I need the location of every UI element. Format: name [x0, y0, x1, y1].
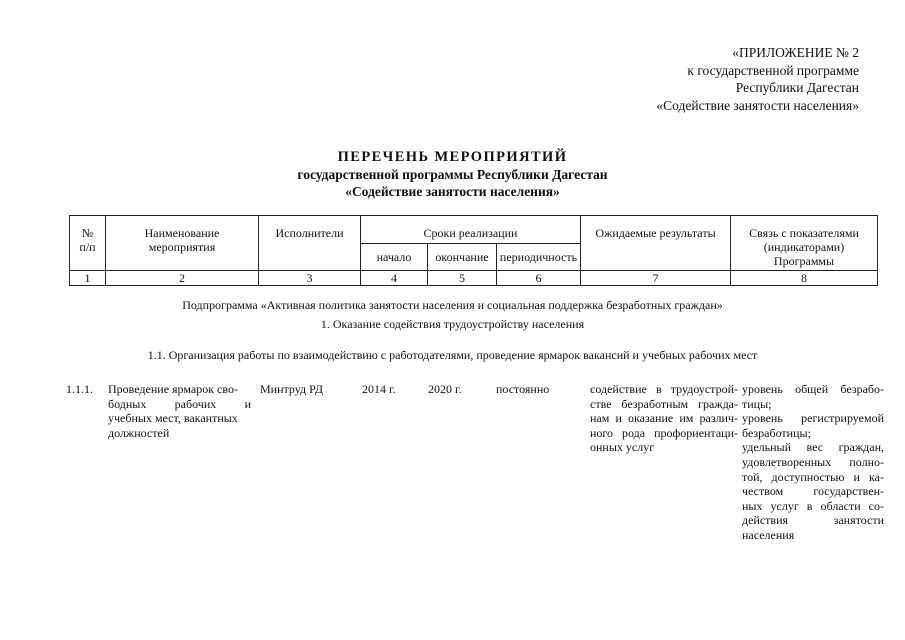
row-end: 2020 г.: [428, 382, 462, 396]
row-start: 2014 г.: [362, 382, 396, 396]
column-number: 7: [581, 271, 731, 286]
header-executors: Исполнители: [259, 216, 361, 271]
row-indicators: уровень общей безрабо- тицы; уровень регистрируемой безработицы; удельный вес граждан, удовлетворенных полно- той, доступностью и ка- чеством государствен- ных услуг в области со- действия занятости населения: [742, 382, 884, 542]
header-results: Ожидаемые результаты: [581, 216, 731, 271]
column-number: 6: [497, 271, 581, 286]
header-periodicity: периодичность: [497, 244, 581, 271]
header-indicators: Связь с показателями (индикаторами) Программы: [731, 216, 878, 271]
header-terms: Сроки реализации: [361, 216, 581, 244]
title-sub: государственной программы Республики Дагестан: [297, 167, 608, 182]
title-main: ПЕРЕЧЕНЬ МЕРОПРИЯТИЙ: [337, 149, 568, 165]
row-periodicity: постоянно: [496, 382, 550, 396]
appendix-line: к государственной программе: [687, 62, 859, 78]
section-heading: 1. Оказание содействия трудоустройству населения: [320, 317, 585, 331]
title-sub: «Содействие занятости населения»: [345, 184, 560, 199]
appendix-line: «ПРИЛОЖЕНИЕ № 2: [732, 45, 859, 60]
subprogram-heading: Подпрограмма «Активная политика занятости населения и социальная поддержка безработных граждан»: [182, 298, 723, 312]
subsection-heading: 1.1. Организация работы по взаимодействию с работодателями, проведение ярмарок вакансий и учебных рабочих мест: [147, 348, 758, 362]
column-number: 1: [70, 271, 106, 286]
table-header: [69, 215, 878, 286]
column-number: 5: [428, 271, 497, 286]
column-number: 8: [731, 271, 878, 286]
row-executor: Минтруд РД: [260, 382, 324, 396]
column-number-row: [70, 271, 878, 286]
column-number: 3: [259, 271, 361, 286]
header-start: начало: [361, 244, 428, 271]
header-name: Наименование мероприятия: [106, 216, 259, 271]
appendix-caption: [656, 44, 859, 114]
header-end: окончание: [428, 244, 497, 271]
document-title: [0, 148, 905, 200]
appendix-line: «Содействие занятости населения»: [656, 97, 859, 113]
column-number: 2: [106, 271, 259, 286]
row-name: Проведение ярмарок сво- бодных рабочих и учебных мест, вакантных должностей: [108, 382, 251, 440]
column-number: 4: [361, 271, 428, 286]
row-results: содействие в трудоустрой- стве безработным гражда- нам и оказание им различ- ного рода профориентаци- онных услуг: [590, 382, 738, 455]
header-num: № п/п: [70, 216, 106, 271]
appendix-line: Республики Дагестан: [735, 80, 859, 95]
row-num: 1.1.1.: [66, 382, 93, 396]
